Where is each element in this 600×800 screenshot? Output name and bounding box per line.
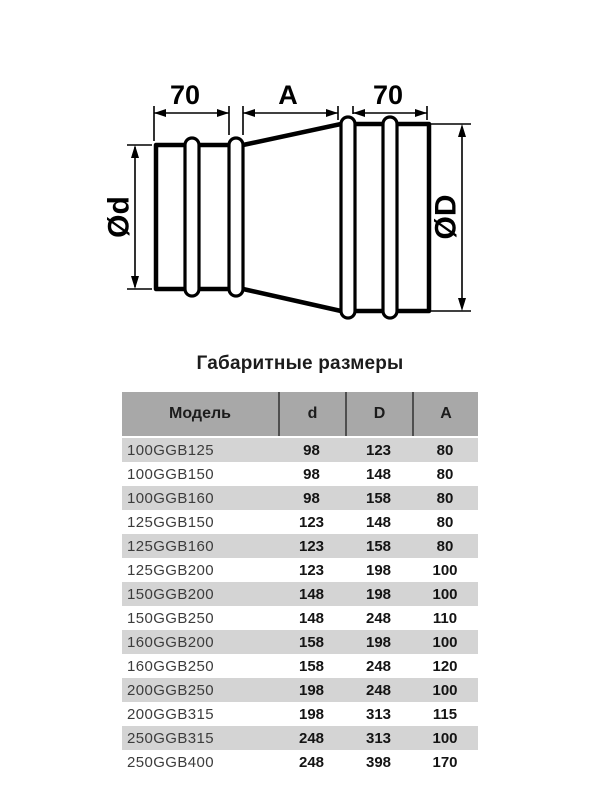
bead-large-cylinder — [383, 117, 397, 318]
dimension-arrowheads — [131, 109, 466, 311]
cell-D: 198 — [365, 633, 392, 651]
cell-A: 80 — [436, 465, 454, 483]
cell-model: 250GGB315 — [127, 729, 214, 747]
cell-A: 100 — [432, 561, 458, 579]
cell-d: 123 — [298, 561, 325, 579]
cell-d: 248 — [298, 729, 325, 747]
dim-label-outlet-length: 70 — [372, 80, 404, 110]
column-header-d: d — [278, 392, 345, 436]
table-row — [122, 534, 478, 558]
table-row — [122, 582, 478, 606]
cell-A: 170 — [432, 753, 458, 771]
cell-A: 110 — [432, 609, 458, 627]
cell-model: 200GGB250 — [127, 681, 214, 699]
cell-model: 100GGB150 — [127, 465, 214, 483]
table-header-row — [122, 392, 478, 436]
cell-d: 123 — [298, 513, 325, 531]
cell-D: 198 — [365, 585, 392, 603]
cell-model: 200GGB315 — [127, 705, 214, 723]
cell-model: 125GGB200 — [127, 561, 214, 579]
cell-D: 248 — [365, 609, 392, 627]
cell-model: 100GGB160 — [127, 489, 214, 507]
cell-A: 100 — [432, 633, 458, 651]
bead-large-junction — [341, 117, 355, 318]
cell-A: 115 — [432, 705, 458, 723]
cell-A: 80 — [436, 441, 454, 459]
table-title: Габаритные размеры — [196, 353, 404, 374]
cell-D: 148 — [365, 465, 392, 483]
cell-D: 313 — [365, 729, 392, 747]
cell-d: 123 — [298, 537, 325, 555]
cell-D: 398 — [365, 753, 392, 771]
cell-A: 80 — [436, 513, 454, 531]
table-row — [122, 486, 478, 510]
cell-D: 313 — [365, 705, 392, 723]
table-row — [122, 606, 478, 630]
dim-label-small-diameter: Ød — [102, 196, 136, 238]
table-row — [122, 558, 478, 582]
bead-small-cylinder — [185, 138, 199, 296]
cell-A: 100 — [432, 729, 458, 747]
cell-d: 158 — [298, 633, 325, 651]
cell-d: 98 — [303, 489, 320, 507]
cell-model: 150GGB200 — [127, 585, 214, 603]
bead-small-junction — [229, 138, 243, 296]
cell-A: 120 — [432, 657, 458, 675]
cell-model: 150GGB250 — [127, 609, 214, 627]
column-header-model: Модель — [169, 405, 231, 422]
dim-label-cone-length: A — [278, 80, 298, 110]
cell-d: 248 — [298, 753, 325, 771]
cell-d: 148 — [298, 585, 325, 603]
cell-d: 148 — [298, 609, 325, 627]
cell-model: 125GGB150 — [127, 513, 214, 531]
cone-outline — [243, 124, 341, 311]
cell-model: 160GGB200 — [127, 633, 214, 651]
cell-A: 100 — [432, 681, 458, 699]
table-row — [122, 702, 478, 726]
dim-label-inlet-length: 70 — [169, 80, 201, 110]
table-row — [122, 750, 478, 774]
table-row — [122, 438, 478, 462]
cell-D: 248 — [365, 681, 392, 699]
table-row — [122, 630, 478, 654]
dim-label-large-diameter: ØD — [429, 194, 463, 240]
column-header-A: A — [412, 392, 478, 436]
cell-d: 198 — [298, 681, 325, 699]
cell-model: 160GGB250 — [127, 657, 214, 675]
cell-A: 80 — [436, 489, 454, 507]
reducer-technical-drawing — [0, 0, 600, 340]
table-row — [122, 510, 478, 534]
cell-D: 158 — [365, 489, 392, 507]
dimensions-table — [122, 392, 478, 774]
column-header-D: D — [345, 392, 412, 436]
cell-D: 198 — [365, 561, 392, 579]
cell-D: 248 — [365, 657, 392, 675]
cell-d: 98 — [303, 465, 320, 483]
cell-model: 100GGB125 — [127, 441, 214, 459]
cell-D: 148 — [365, 513, 392, 531]
cell-model: 250GGB400 — [127, 753, 214, 771]
cell-d: 198 — [298, 705, 325, 723]
cell-d: 98 — [303, 441, 320, 459]
cell-A: 100 — [432, 585, 458, 603]
cell-D: 158 — [365, 537, 392, 555]
cell-model: 125GGB160 — [127, 537, 214, 555]
table-row — [122, 726, 478, 750]
table-row — [122, 678, 478, 702]
extension-lines — [127, 106, 471, 311]
table-row — [122, 654, 478, 678]
cell-d: 158 — [298, 657, 325, 675]
cell-D: 123 — [365, 441, 392, 459]
cell-A: 80 — [436, 537, 454, 555]
table-row — [122, 462, 478, 486]
